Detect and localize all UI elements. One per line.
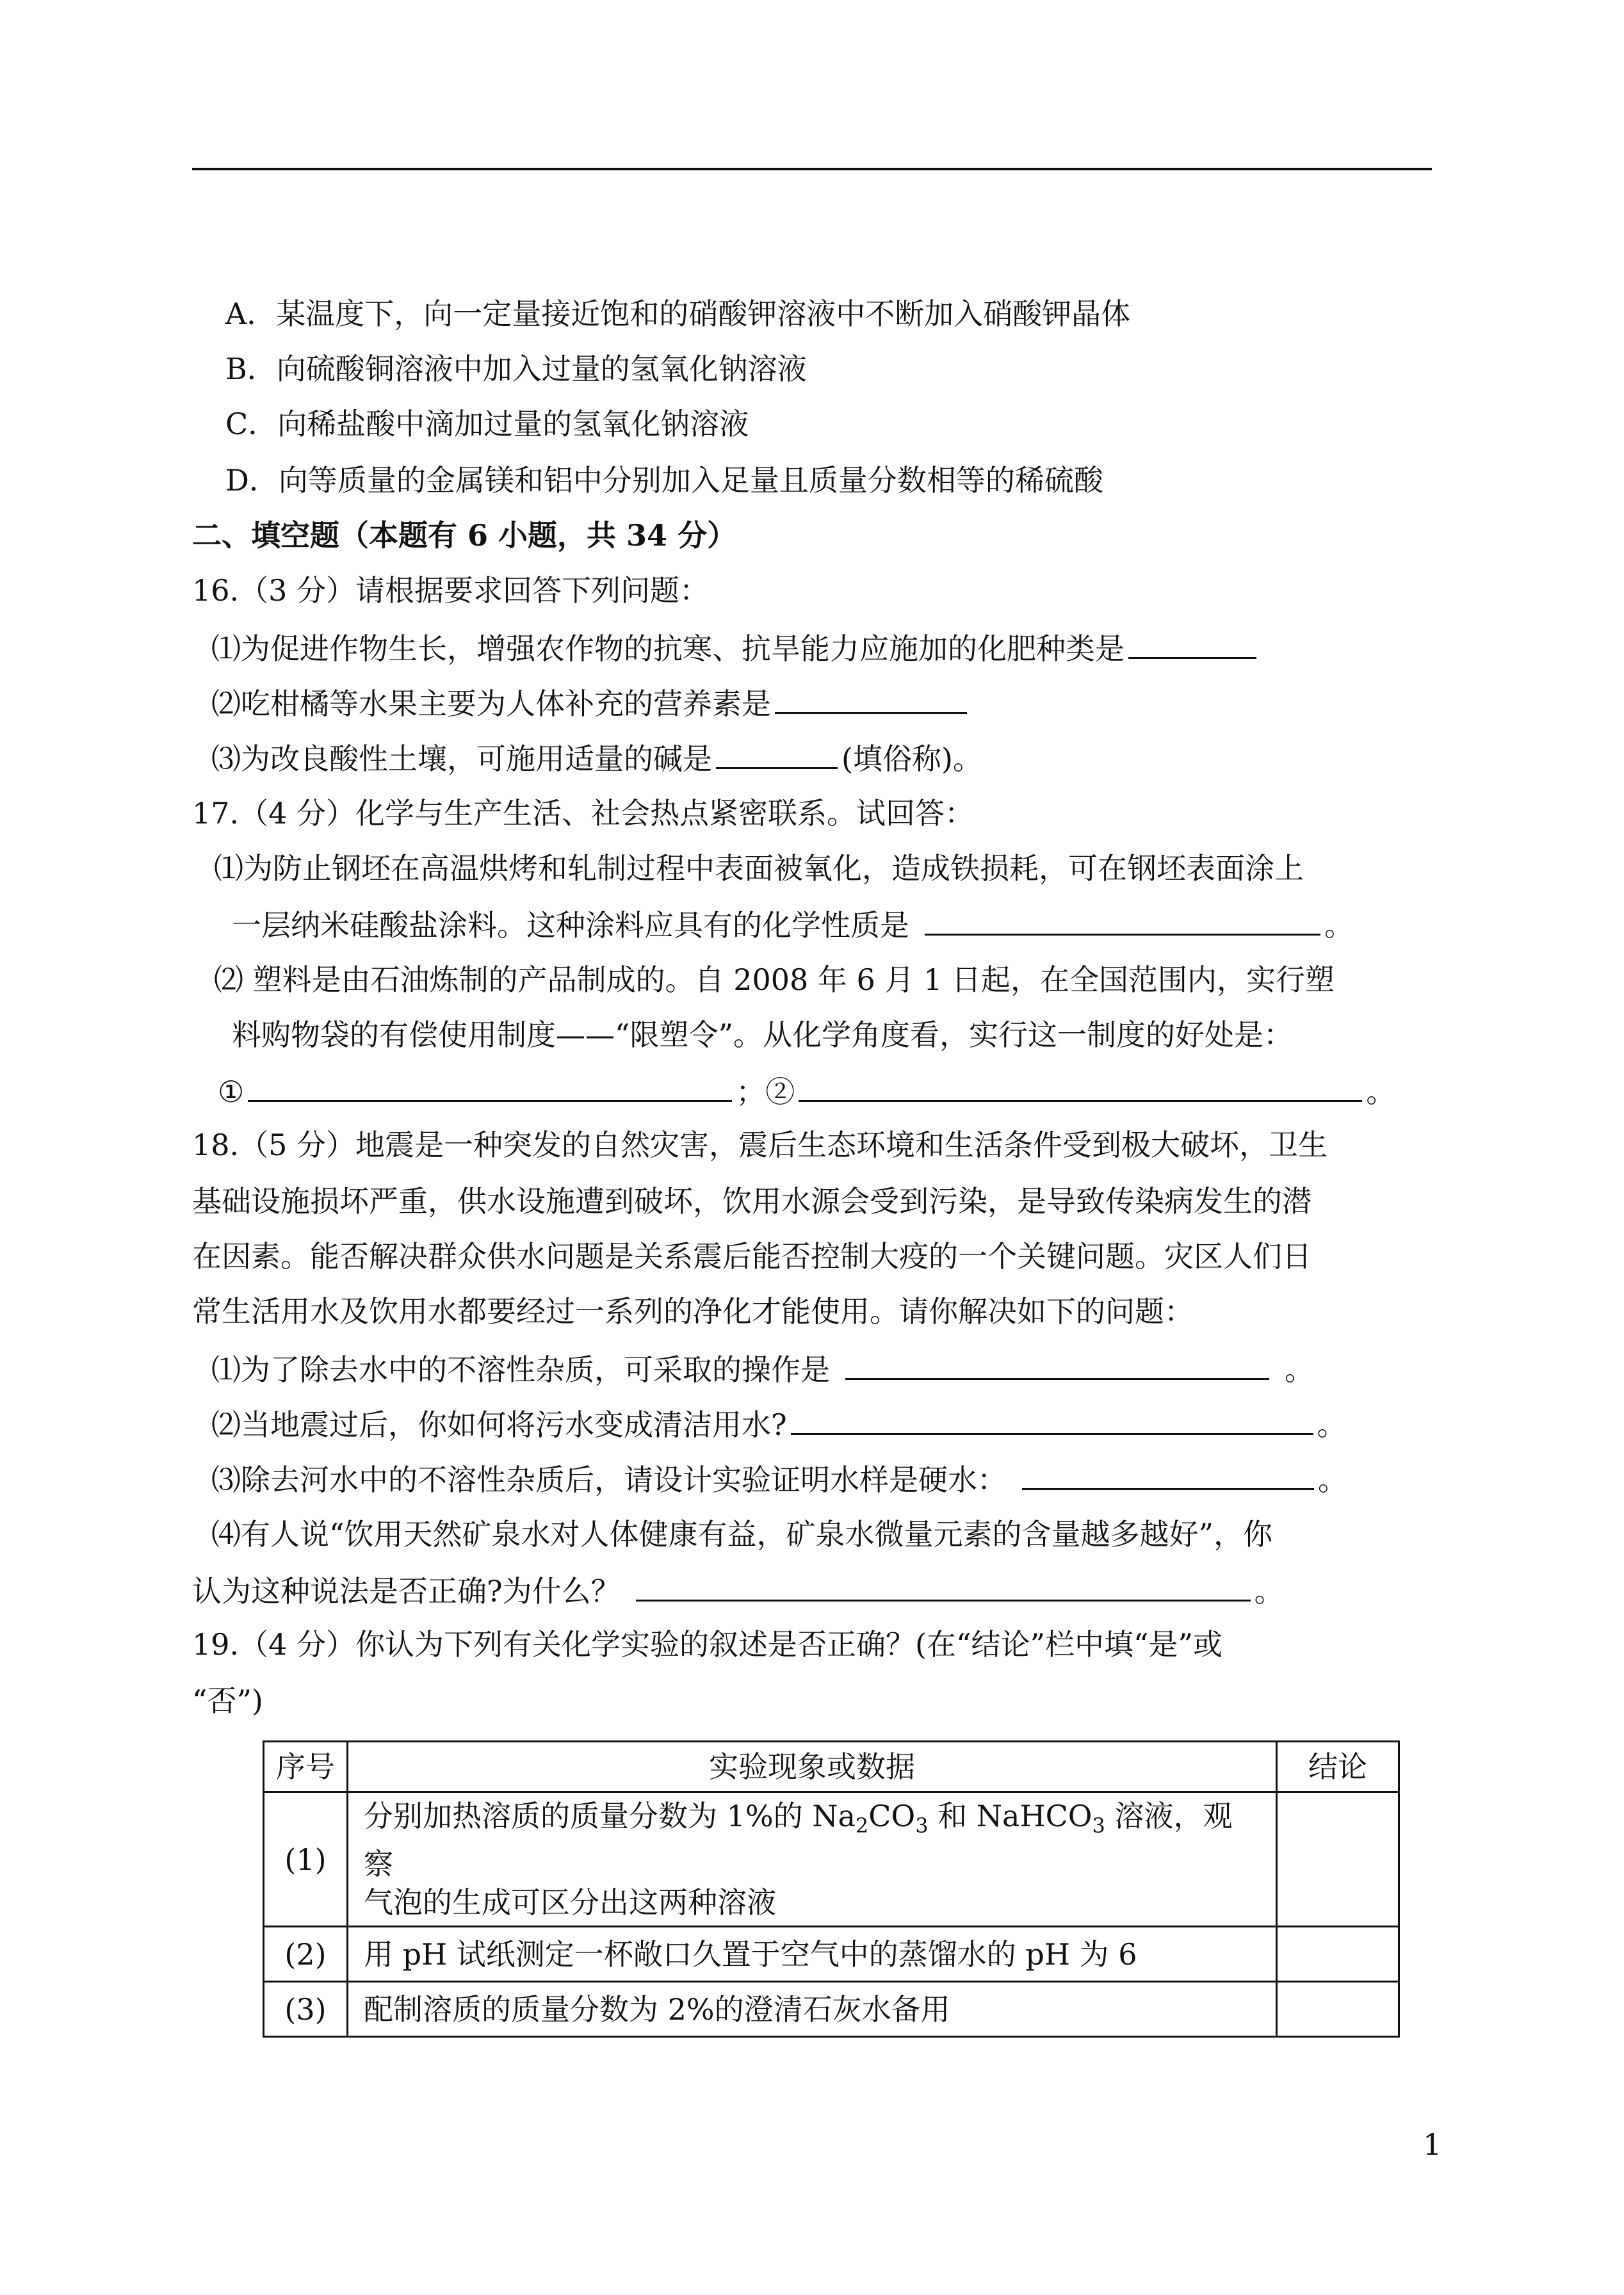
option-a: A．某温度下，向一定量接近饱和的硝酸钾溶液中不断加入硝酸钾晶体 xyxy=(225,296,1131,331)
period: 。 xyxy=(1317,1407,1347,1442)
row-number: (1) xyxy=(264,1792,348,1927)
experiment-table xyxy=(263,1740,1400,2038)
row-number: (3) xyxy=(264,1982,348,2037)
q18-part4-line1: ⑷有人说“饮用天然矿泉水对人体健康有益，矿泉水微量元素的含量越多越好”，你 xyxy=(211,1517,1273,1552)
q18-part2 xyxy=(211,1405,1347,1443)
option-d: D．向等质量的金属镁和铝中分别加入足量且质量分数相等的稀硫酸 xyxy=(225,463,1103,498)
q18-part3 xyxy=(211,1460,1347,1498)
q16-part1-text: ⑴为促进作物生长，增强农作物的抗寒、抗旱能力应施加的化肥种类是 xyxy=(211,631,1125,666)
q18-part3-text: ⑶除去河水中的不溶性杂质后，请设计实验证明水样是硬水： xyxy=(211,1463,1007,1497)
row-phenomenon: 用 pH 试纸测定一杯敞口久置于空气中的蒸馏水的 pH 为 6 xyxy=(348,1927,1277,1982)
answer-blank[interactable] xyxy=(791,1405,1313,1435)
table-row xyxy=(264,1982,1399,2037)
q18-part4-text: 认为这种说法是否正确?为什么？ xyxy=(192,1574,621,1609)
marker-2: ② xyxy=(765,1075,795,1109)
q18-line2: 基础设施损坏严重，供水设施遭到破坏，饮用水源会受到污染，是导致传染病发生的潜 xyxy=(192,1184,1311,1219)
table-header-row xyxy=(264,1742,1399,1792)
conclusion-cell[interactable] xyxy=(1277,1792,1399,1927)
header-number: 序号 xyxy=(264,1742,348,1792)
page-number: 1 xyxy=(1423,2127,1442,2162)
q16-part1 xyxy=(211,629,1260,667)
q17-part2-answers xyxy=(218,1072,1395,1110)
q17-part1-line1: ⑴为防止钢坯在高温烘烤和轧制过程中表面被氧化，造成铁损耗，可在钢坯表面涂上 xyxy=(214,851,1304,886)
conclusion-cell[interactable] xyxy=(1277,1982,1399,2037)
q17-part2-line2: 料购物袋的有偿使用制度——“限塑令”。从化学角度看，实行这一制度的好处是： xyxy=(232,1018,1294,1052)
q17-part1-line2 xyxy=(232,905,1354,943)
row-text: 气泡的生成可区分出这两种溶液 xyxy=(364,1885,776,1920)
q18-line4: 常生活用水及饮用水都要经过一系列的净化才能使用。请你解决如下的问题： xyxy=(192,1294,1194,1329)
row-phenomenon: 配制溶质的质量分数为 2%的澄清石灰水备用 xyxy=(348,1982,1277,2037)
answer-blank-1[interactable] xyxy=(248,1072,732,1102)
answer-blank-2[interactable] xyxy=(799,1072,1362,1102)
q17-part1-text: 一层纳米硅酸盐涂料。这种涂料应具有的化学性质是 xyxy=(232,908,909,943)
row-phenomenon xyxy=(348,1792,1277,1927)
q16-stem: 16.（3 分）请根据要求回答下列问题： xyxy=(192,573,710,608)
q19-stem-line1: 19.（4 分）你认为下列有关化学实验的叙述是否正确？(在“结论”栏中填“是”或 xyxy=(192,1627,1223,1662)
q18-part2-text: ⑵当地震过后，你如何将污水变成清洁用水? xyxy=(211,1407,787,1442)
answer-blank[interactable] xyxy=(636,1571,1251,1602)
q16-part2-text: ⑵吃柑橘等水果主要为人体补充的营养素是 xyxy=(211,686,771,721)
answer-blank[interactable] xyxy=(845,1350,1269,1380)
q18-line1: 18.（5 分）地震是一种突发的自然灾害，震后生态环境和生活条件受到极大破坏，卫生 xyxy=(192,1128,1328,1162)
row-text: 溶液，观察 xyxy=(364,1799,1233,1882)
subscript: 3 xyxy=(915,1813,929,1838)
q18-line3: 在因素。能否解决群众供水问题是关系震后能否控制大疫的一个关键问题。灾区人们日 xyxy=(192,1239,1311,1274)
answer-blank[interactable] xyxy=(925,905,1320,936)
q16-part2 xyxy=(211,684,971,722)
option-b: B．向硫酸铜溶液中加入过量的氢氧化钠溶液 xyxy=(225,352,807,386)
q18-part1 xyxy=(211,1350,1314,1388)
header-conclusion: 结论 xyxy=(1277,1742,1399,1792)
answer-blank[interactable] xyxy=(775,684,967,714)
section-title: 二、填空题（本题有 6 小题，共 34 分） xyxy=(192,518,737,553)
answer-blank[interactable] xyxy=(1128,629,1256,659)
row-text: 分别加热溶质的质量分数为 1%的 Na xyxy=(364,1799,856,1833)
answer-blank[interactable] xyxy=(1022,1460,1314,1490)
q17-stem: 17.（4 分）化学与生产生活、社会热点紧密联系。试回答： xyxy=(192,796,975,831)
option-c: C．向稀盐酸中滴加过量的氢氧化钠溶液 xyxy=(225,407,749,441)
answer-blank[interactable] xyxy=(716,739,838,769)
table-row xyxy=(264,1927,1399,1982)
q19-stem-line2: “否”) xyxy=(192,1683,263,1718)
q18-part4-line2 xyxy=(192,1571,1284,1609)
subscript: 3 xyxy=(1092,1813,1105,1838)
period: 。 xyxy=(1285,1352,1314,1387)
marker-1: ① xyxy=(218,1075,245,1109)
subscript: 2 xyxy=(855,1813,869,1838)
separator: ； xyxy=(736,1075,766,1109)
header-rule xyxy=(192,168,1432,170)
period: 。 xyxy=(1324,908,1354,943)
row-number: (2) xyxy=(264,1927,348,1982)
period: 。 xyxy=(1254,1574,1284,1609)
q17-part2-line1: ⑵ 塑料是由石油炼制的产品制成的。自 2008 年 6 月 1 日起，在全国范围内，实行塑 xyxy=(214,962,1335,997)
row-text: 和 NaHCO xyxy=(928,1799,1092,1833)
q16-part3-note: (填俗称)。 xyxy=(841,742,982,776)
period: 。 xyxy=(1318,1463,1347,1497)
row-text: CO xyxy=(868,1799,916,1833)
header-phenomenon: 实验现象或数据 xyxy=(348,1742,1277,1792)
q16-part3 xyxy=(211,739,982,777)
q18-part1-text: ⑴为了除去水中的不溶性杂质，可采取的操作是 xyxy=(211,1352,830,1387)
q16-part3-text: ⑶为改良酸性土壤，可施用适量的碱是 xyxy=(211,742,712,776)
table-row xyxy=(264,1792,1399,1927)
conclusion-cell[interactable] xyxy=(1277,1927,1399,1982)
period: 。 xyxy=(1366,1075,1396,1109)
